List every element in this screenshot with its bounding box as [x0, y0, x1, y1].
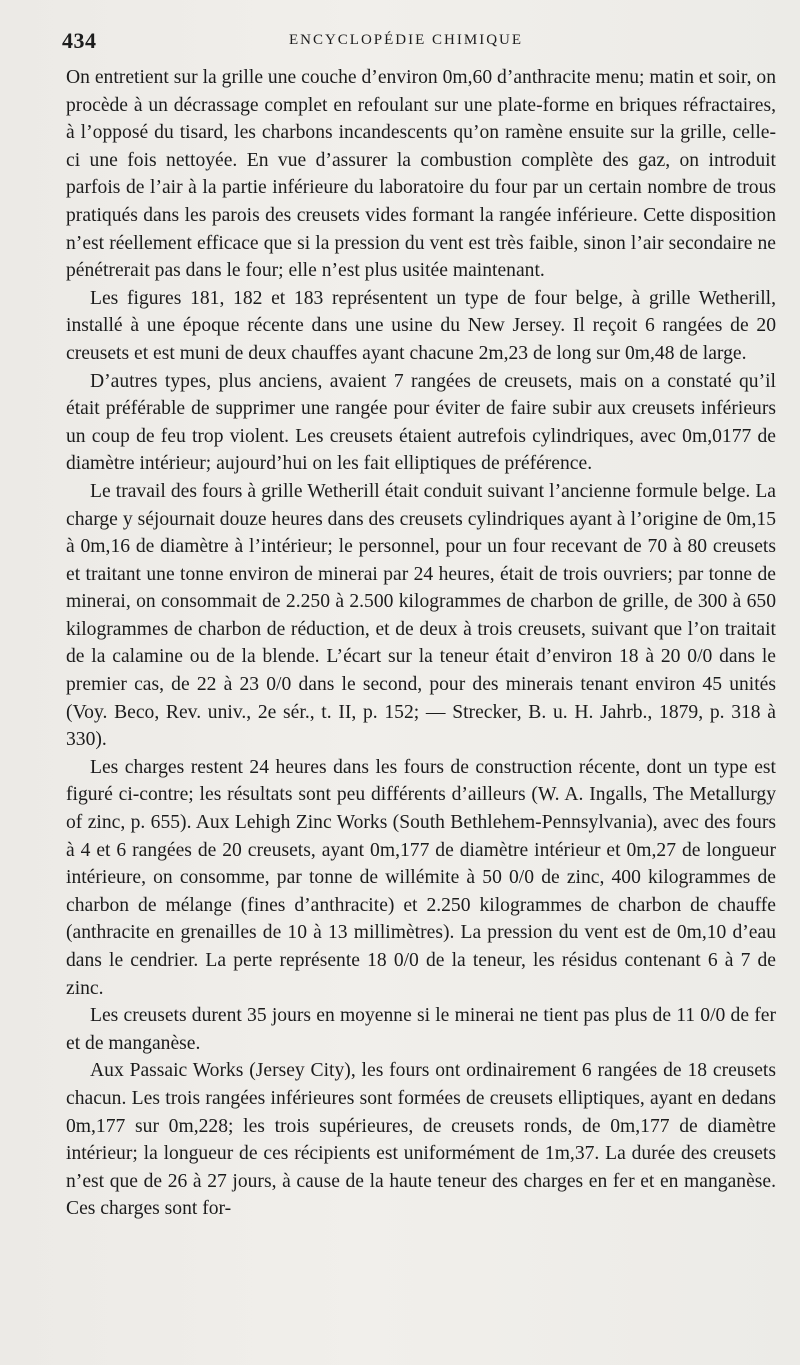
paragraph-four-belge-wetherill: Les figures 181, 182 et 183 représentent un type de four belge, à grille Wetherill, installé à une époque récente dans une usine du New Jersey. Il reçoit 6 rangées de 20 creusets et est muni de deux chauffes ayant chacune 2m,23 de long sur 0m,48 de large.	[66, 287, 776, 364]
page-number: 434	[62, 28, 97, 53]
paragraph-charges-24-heures: Les charges restent 24 heures dans les fours de construction récente, dont un type est figuré ci-contre; les résultats sont peu différents d’ailleurs (W. A. Ingalls, The Metallurgy of zinc, p. 655). Aux Lehigh Zinc Works (South Bethlehem-Pennsylvania), avec des fours à 4 et 6 rangées de 20 creusets, ayant 0m,177 de diamètre intérieur et 0m,27 de longueur intérieure, on consomme, par tonne de willémite à 50 0/0 de zinc, 400 kilogrammes de charbon de mélange (fines d’anthracite) et 2.250 kilogrammes de charbon de chauffe (anthracite en grenailles de 10 à 13 millimètres). La pression du vent est de 0m,10 d’eau dans le cendrier. La perte représente 18 0/0 de la teneur, les résidus contenant 6 à 7 de zinc.	[66, 756, 776, 999]
paragraph-passaic-works: Aux Passaic Works (Jersey City), les fours ont ordinairement 6 rangées de 18 creusets chacun. Les trois rangées inférieures sont formées de creusets elliptiques, ayant en dedans 0m,177 sur 0m,228; les trois supérieures, de creusets ronds, de 0m,177 de diamètre intérieur; la longueur de ces récipients est uniformément de 1m,37. La durée des creusets n’est que de 26 à 27 jours, à cause de la haute teneur des charges en fer et en manganèse. Ces charges sont for-	[66, 1060, 776, 1220]
paragraph-anciens-types: D’autres types, plus anciens, avaient 7 rangées de creusets, mais on a constaté qu’il était préférable de supprimer une rangée pour éviter de faire subir aux creusets inférieurs un coup de feu trop violent. Les creusets étaient autrefois cylindriques, avec 0m,0177 de diamètre intérieur; aujourd’hui on les fait elliptiques de préférence.	[66, 370, 776, 475]
paragraph-duree-creusets: Les creusets durent 35 jours en moyenne si le minerai ne tient pas plus de 11 0/0 de fer et de manganèse.	[66, 1005, 776, 1054]
paragraph-travail-des-fours: Le travail des fours à grille Wetherill était conduit suivant l’ancienne formule belge. La charge y séjournait douze heures dans des creusets cylindriques ayant à l’origine de 0m,15 à 0m,16 de diamètre à l’intérieur; le personnel, pour un four recevant de 70 à 80 creusets et traitant une tonne environ de minerai par 24 heures, était de trois ouvriers; par tonne de minerai, on consommait de 2.250 à 2.500 kilogrammes de charbon de grille, de 300 à 650 kilogrammes de charbon de réduction, et de deux à trois creusets, suivant que l’on traitait de la calamine ou de la blende. L’écart sur la teneur était d’environ 18 à 20 0/0 dans le premier cas, de 22 à 23 0/0 dans le second, pour des minerais tenant environ 45 unités (Voy. Beco, Rev. univ., 2e sér., t. II, p. 152; — Strecker, B. u. H. Jahrb., 1879, p. 318 à 330).	[66, 480, 776, 751]
running-head	[62, 28, 750, 52]
paragraph-anthracite-grille: On entretient sur la grille une couche d’environ 0m,60 d’anthracite menu; matin et soir, on procède à un décrassage complet en refoulant sur une plate-forme en briques réfractaires, à l’opposé du tisard, les charbons incandescents qu’on ramène ensuite sur la grille, celle-ci une fois nettoyée. En vue d’assurer la combustion complète des gaz, on introduit parfois de l’air à la partie inférieure du laboratoire du four par un certain nombre de trous pratiqués dans les parois des creusets vides formant la rangée inférieure. Cette disposition n’est réellement efficace que si la pression du vent est très faible, sinon l’air secondaire ne pénétrerait pas dans le four; elle n’est plus usitée maintenant.	[66, 67, 776, 282]
body-text	[66, 64, 776, 1223]
running-title: ENCYCLOPÉDIE CHIMIQUE	[288, 32, 524, 48]
